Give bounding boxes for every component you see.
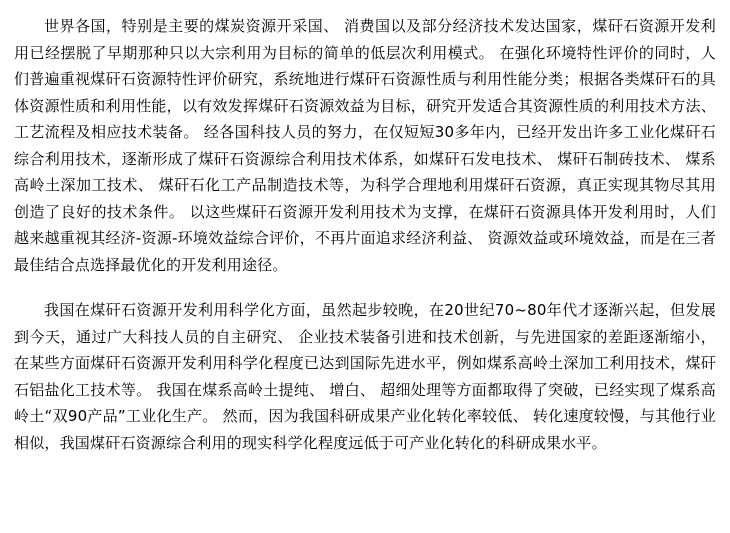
paragraph-1: 世界各国，特别是主要的煤炭资源开采国、 消费国以及部分经济技术发达国家，煤矸石资源开发利用已经摆脱了早期那种只以大宗利用为目标的简单的低层次利用模式。 在强化环境特性评价的同时，人们普遍重视煤矸石资源特性评价研究，系统地进行煤矸石资源性质与利用性能分类；根据各类煤矸石的具体资源性质和利用性能，以有效发挥煤矸石资源效益为目标，研究开发适合其资源性质的利用技术方法、 工艺流程及相应技术装备。 经各国科技人员的努力，在仅短短30多年内，已经开发出许多工业化煤矸石综合利用技术，逐渐形成了煤矸石资源综合利用技术体系，如煤矸石发电技术、 煤矸石制砖技术、 煤系高岭土深加工技术、 煤矸石化工产品制造技术等，为科学合理地利用煤矸石资源，真正实现其物尽其用创造了良好的技术条件。 以这些煤矸石资源开发利用技术为支撑，在煤矸石资源具体开发利用时，人们越来越重视其经济-资源-环境效益综合评价，不再片面追求经济利益、 资源效益或环境效益，而是在三者最佳结合点选择最优化的开发利用途径。: [14, 17, 716, 274]
document-body: [14, 13, 716, 456]
paragraph-2: 我国在煤矸石资源开发利用科学化方面，虽然起步较晚，在20世纪70~80年代才逐渐兴起，但发展到今天，通过广大科技人员的自主研究、 企业技术装备引进和技术创新，与先进国家的差距逐渐缩小，在某些方面煤矸石资源开发利用科学化程度已达到国际先进水平，例如煤系高岭土深加工利用技术，煤矸石铝盐化工技术等。 我国在煤系高岭土提纯、 增白、 超细处理等方面都取得了突破，已经实现了煤系高岭土“双90产品”工业化生产。 然而，因为我国科研成果产业化转化率较低、 转化速度较慢，与其他行业相似，我国煤矸石资源综合利用的现实科学化程度远低于可产业化转化的科研成果水平。: [14, 301, 716, 452]
